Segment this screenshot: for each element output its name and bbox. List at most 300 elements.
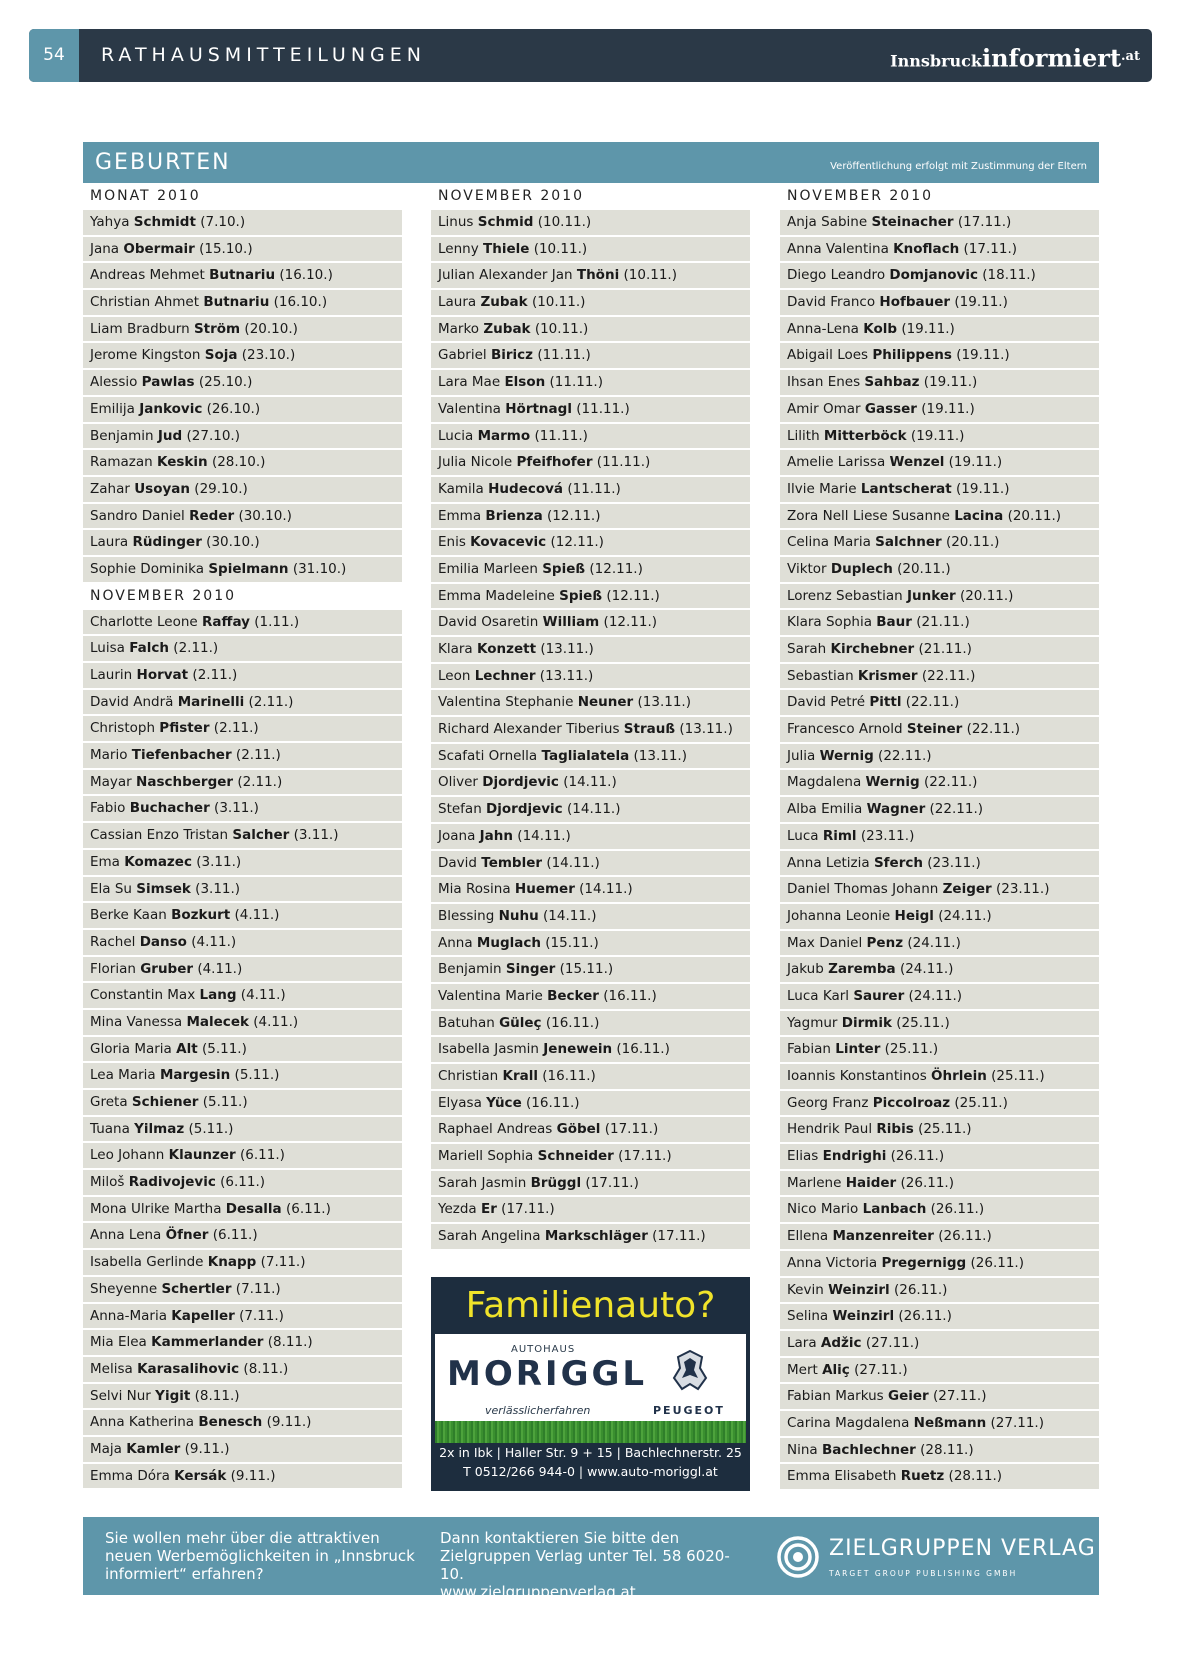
surname: Linter	[835, 1041, 881, 1058]
first-names: Christoph	[90, 720, 155, 737]
birth-entry	[431, 957, 750, 982]
birth-entry	[431, 797, 750, 822]
birth-date: (11.11.)	[534, 427, 588, 444]
surname: Steinacher	[871, 214, 954, 230]
surname: Lacina	[954, 507, 1004, 524]
surname: Yigit	[155, 1387, 191, 1404]
surname: Rüdinger	[132, 534, 202, 551]
first-names: Sarah Jasmin	[438, 1174, 527, 1191]
birth-entry	[83, 1063, 402, 1088]
surname: Öhrlein	[931, 1068, 987, 1084]
birth-date: (21.11.)	[918, 641, 972, 657]
first-names: Yagmur	[787, 1014, 838, 1031]
birth-entry	[780, 1064, 1099, 1089]
surname: Heigl	[894, 907, 934, 924]
birth-date: (11.11.)	[596, 454, 651, 471]
birth-entry	[83, 1143, 402, 1168]
first-names: Johanna Leonie	[787, 907, 891, 924]
birth-date: (16.11.)	[616, 1041, 670, 1058]
surname: Muglach	[476, 934, 541, 951]
surname: Falch	[129, 640, 169, 657]
first-names: Anna Katherina	[90, 1414, 195, 1431]
birth-entry	[431, 1144, 750, 1169]
birth-date: (13.11.)	[633, 747, 687, 764]
surname: Salchner	[875, 534, 942, 551]
surname: Zaremba	[828, 961, 896, 978]
birth-entry	[431, 1064, 750, 1089]
car-dealer-ad[interactable]	[431, 1277, 750, 1491]
birth-date: (19.11.)	[910, 427, 965, 444]
surname: Güleç	[499, 1014, 542, 1031]
first-names: Greta	[90, 1094, 128, 1110]
birth-date: (7.10.)	[200, 214, 246, 230]
birth-entry	[780, 1117, 1099, 1142]
birth-date: (27.11.)	[990, 1414, 1044, 1431]
birth-entry	[431, 1091, 750, 1116]
birth-entry	[431, 477, 750, 502]
birth-entry	[780, 770, 1099, 795]
first-names: Laurin	[90, 667, 133, 683]
birth-date: (10.11.)	[531, 294, 586, 311]
birth-entry	[83, 930, 402, 955]
surname: Lechner	[474, 667, 536, 684]
surname: Karasalihovic	[137, 1360, 240, 1377]
first-names: Mario	[90, 747, 128, 764]
first-names: Joana	[438, 827, 476, 844]
publisher-name: ZIELGRUPPEN VERLAG	[829, 1536, 1096, 1561]
surname: Krall	[502, 1068, 538, 1084]
first-names: Anna-Lena	[787, 320, 859, 337]
first-names: Lucia	[438, 427, 474, 444]
surname: Butnariu	[209, 267, 276, 284]
birth-entry	[780, 263, 1099, 288]
birth-entry	[431, 263, 750, 288]
birth-date: (3.11.)	[214, 800, 259, 817]
birth-entry	[83, 1437, 402, 1462]
first-names: Marko	[438, 320, 480, 337]
peugeot-lion-icon	[668, 1348, 712, 1392]
birth-entry	[780, 1091, 1099, 1116]
first-names: David Osaretin	[438, 614, 539, 631]
surname: Wenzel	[889, 454, 945, 471]
surname: Öfner	[165, 1227, 209, 1244]
birth-list	[83, 210, 402, 582]
birth-entry	[431, 343, 750, 368]
birth-date: (22.11.)	[921, 667, 976, 684]
first-names: Sarah	[787, 641, 827, 657]
birth-date: (5.11.)	[188, 1120, 234, 1137]
first-names: Oliver	[438, 774, 478, 791]
birth-entry	[780, 797, 1099, 822]
surname: Benesch	[198, 1414, 263, 1431]
birth-entry	[431, 637, 750, 662]
first-names: Fabian Markus	[787, 1388, 884, 1405]
first-names: Kevin	[787, 1281, 824, 1298]
surname: Sferch	[873, 854, 923, 871]
birth-list	[780, 210, 1099, 1489]
birth-entry	[780, 424, 1099, 449]
birth-entry	[83, 1197, 402, 1222]
birth-date: (14.11.)	[563, 774, 617, 791]
surname: Knoflach	[893, 240, 960, 257]
surname: Brüggl	[530, 1174, 582, 1191]
birth-date: (20.11.)	[897, 560, 951, 577]
birth-entry	[83, 1037, 402, 1062]
surname: Spieß	[542, 560, 586, 577]
surname: Adžic	[820, 1334, 862, 1351]
birth-entry	[780, 851, 1099, 876]
birth-date: (8.11.)	[243, 1360, 289, 1377]
birth-date: (6.11.)	[240, 1147, 285, 1164]
birth-date: (29.10.)	[194, 480, 248, 497]
birth-entry	[431, 984, 750, 1009]
birth-date: (14.11.)	[567, 801, 621, 818]
surname: Malecek	[186, 1013, 249, 1030]
first-names: Lenny	[438, 240, 479, 257]
birth-date: (30.10.)	[238, 507, 292, 524]
birth-date: (26.11.)	[893, 1281, 948, 1298]
surname: Neßmann	[913, 1414, 987, 1431]
birth-date: (13.11.)	[679, 721, 733, 738]
birth-entry	[431, 610, 750, 635]
first-names: Jerome Kingston	[90, 347, 201, 364]
birth-entry	[780, 370, 1099, 395]
birth-date: (22.11.)	[923, 774, 978, 791]
birth-entry	[431, 1197, 750, 1222]
birth-date: (16.11.)	[542, 1068, 596, 1084]
surname: Danso	[139, 933, 187, 950]
birth-entry	[431, 1117, 750, 1142]
first-names: Emma Elisabeth	[787, 1468, 897, 1485]
birth-date: (20.10.)	[244, 320, 298, 337]
birth-entry	[780, 1171, 1099, 1196]
birth-date: (22.11.)	[966, 721, 1021, 738]
birth-entry	[780, 530, 1099, 555]
first-names: Francesco Arnold	[787, 721, 903, 738]
first-names: Leon	[438, 667, 471, 684]
birth-entry	[431, 504, 750, 529]
birth-entry	[780, 290, 1099, 315]
promo-contact	[440, 1529, 740, 1601]
birth-date: (19.11.)	[954, 294, 1008, 311]
birth-entry	[83, 1250, 402, 1275]
birth-date: (26.11.)	[970, 1254, 1024, 1271]
birth-entry	[83, 823, 402, 848]
birth-date: (6.11.)	[285, 1200, 331, 1217]
promo-website-link[interactable]: www.zielgruppenverlag.at	[440, 1583, 636, 1601]
first-names: Ela Su	[90, 880, 132, 897]
birth-date: (5.11.)	[202, 1094, 248, 1110]
first-names: Blessing	[438, 907, 495, 924]
birth-entry	[780, 237, 1099, 262]
birth-entry	[83, 983, 402, 1008]
first-names: Sarah Angelina	[438, 1228, 541, 1245]
surname: Pregernigg	[881, 1254, 967, 1271]
first-names: Yahya	[90, 214, 130, 230]
surname: Zubak	[483, 320, 531, 337]
birth-date: (16.11.)	[603, 987, 657, 1004]
birth-date: (27.11.)	[932, 1388, 987, 1405]
birth-entry	[83, 210, 402, 235]
birth-entry	[431, 744, 750, 769]
birth-date: (16.11.)	[526, 1094, 580, 1111]
first-names: Constantin Max	[90, 987, 196, 1004]
first-names: Klara Sophia	[787, 614, 872, 631]
first-names: Luisa	[90, 640, 125, 657]
birth-date: (11.11.)	[567, 480, 621, 497]
first-names: Anna	[438, 934, 473, 951]
first-names: Lilith	[787, 427, 820, 444]
first-names: Jana	[90, 240, 120, 257]
surname: Mitterböck	[823, 427, 907, 444]
birth-entry	[83, 1223, 402, 1248]
surname: Nuhu	[498, 907, 539, 924]
first-names: Celina Maria	[787, 534, 871, 551]
surname: Ribis	[876, 1121, 914, 1138]
birth-date: (1.11.)	[254, 613, 300, 630]
first-names: Benjamin	[438, 961, 502, 978]
birth-entry	[780, 504, 1099, 529]
first-names: Mina Vanessa	[90, 1013, 183, 1030]
first-names: Emilija	[90, 400, 135, 417]
birth-date: (4.11.)	[240, 987, 286, 1004]
birth-date: (18.11.)	[982, 267, 1036, 284]
first-names: Amir Omar	[787, 400, 861, 417]
birth-entry	[780, 984, 1099, 1009]
birth-date: (2.11.)	[235, 747, 281, 764]
birth-entry	[431, 237, 750, 262]
birth-date: (24.11.)	[908, 987, 963, 1004]
births-column-1	[83, 184, 402, 1490]
birth-date: (23.11.)	[860, 827, 915, 844]
ad-grass-strip	[435, 1421, 746, 1443]
first-names: Alessio	[90, 374, 138, 391]
first-names: Berke Kaan	[90, 907, 167, 924]
first-names: Anna Valentina	[787, 240, 889, 257]
birth-entry	[83, 663, 402, 688]
birth-date: (25.11.)	[918, 1121, 972, 1138]
birth-date: (2.11.)	[248, 693, 294, 710]
birth-entry	[431, 1224, 750, 1249]
birth-entry	[431, 770, 750, 795]
first-names: Lorenz Sebastian	[787, 587, 903, 604]
birth-list	[431, 210, 750, 1249]
surname: Bachlechner	[821, 1441, 916, 1458]
surname: Strauß	[623, 721, 676, 738]
first-names: Ramazan	[90, 454, 153, 471]
birth-date: (25.11.)	[991, 1068, 1045, 1084]
birth-date: (17.11.)	[618, 1148, 672, 1165]
first-names: Julian Alexander Jan	[438, 267, 573, 284]
birth-entry	[83, 1304, 402, 1329]
first-names: Leo Johann	[90, 1147, 165, 1164]
surname: Keskin	[157, 454, 208, 471]
surname: Pfeifhofer	[516, 454, 593, 471]
surname: Endrighi	[822, 1148, 887, 1165]
month-heading: NOVEMBER 2010	[438, 188, 585, 204]
first-names: Emma	[438, 507, 482, 524]
birth-entry	[83, 796, 402, 821]
birth-entry	[431, 717, 750, 742]
birth-entry	[83, 397, 402, 422]
surname: Weinzirl	[832, 1308, 895, 1325]
birth-date: (16.11.)	[545, 1014, 600, 1031]
birth-entry	[83, 636, 402, 661]
first-names: Hendrik Paul	[787, 1121, 873, 1138]
surname: Becker	[547, 987, 599, 1004]
surname: Aliç	[822, 1361, 850, 1378]
surname: Marmo	[477, 427, 531, 444]
first-names: Linus	[438, 214, 474, 230]
birth-date: (6.11.)	[220, 1174, 266, 1191]
first-names: Alba Emilia	[787, 801, 863, 818]
surname: Hofbauer	[879, 294, 951, 311]
first-names: Gabriel	[438, 347, 487, 364]
birth-entry	[83, 424, 402, 449]
first-names: Nina	[787, 1441, 818, 1458]
birth-entry	[83, 1277, 402, 1302]
birth-date: (25.11.)	[884, 1041, 939, 1058]
month-heading: NOVEMBER 2010	[90, 587, 237, 604]
first-names: Cassian Enzo Tristan	[90, 827, 229, 844]
birth-date: (15.11.)	[559, 961, 614, 978]
birth-date: (30.10.)	[206, 534, 260, 551]
birth-date: (14.11.)	[543, 907, 597, 924]
surname: Geier	[888, 1388, 929, 1405]
birth-entry	[83, 690, 402, 715]
birth-entry	[83, 1410, 402, 1435]
masthead-title: informiert	[981, 43, 1122, 73]
birth-date: (12.11.)	[550, 534, 604, 551]
surname: Kolb	[863, 320, 898, 337]
ad-address: 2x in Ibk | Haller Str. 9 + 15 | Bachlechnerstr. 25	[439, 1445, 742, 1460]
surname: Krismer	[857, 667, 918, 684]
birth-entry	[83, 1117, 402, 1142]
surname: Pfister	[159, 720, 210, 737]
birth-date: (27.10.)	[186, 427, 240, 444]
birth-date: (4.11.)	[253, 1013, 299, 1030]
birth-entry	[431, 584, 750, 609]
birth-date: (22.11.)	[878, 747, 932, 764]
first-names: Amelie Larissa	[787, 454, 886, 471]
surname: Jud	[157, 427, 183, 444]
first-names: Stefan	[438, 801, 482, 818]
birth-date: (27.11.)	[865, 1334, 920, 1351]
birth-date: (15.11.)	[545, 934, 599, 951]
first-names: Anna-Maria	[90, 1307, 167, 1324]
surname: Ström	[193, 320, 241, 337]
surname: Wagner	[866, 801, 926, 818]
surname: Zeiger	[942, 881, 992, 898]
birth-entry	[83, 716, 402, 741]
birth-date: (25.11.)	[896, 1014, 950, 1031]
birth-entry	[431, 664, 750, 689]
surname: Kamler	[126, 1440, 181, 1457]
surname: Reder	[189, 507, 235, 524]
surname: Salcher	[232, 827, 290, 844]
birth-entry	[780, 1037, 1099, 1062]
first-names: Ihsan Enes	[787, 374, 861, 391]
birth-entry	[83, 263, 402, 288]
first-names: Valentina Marie	[438, 987, 543, 1004]
birth-entry	[431, 877, 750, 902]
surname: Lang	[199, 987, 237, 1004]
first-names: Luca	[787, 827, 819, 844]
birth-entry	[83, 877, 402, 902]
birth-date: (17.11.)	[604, 1121, 659, 1138]
birth-date: (15.10.)	[199, 240, 253, 257]
birth-date: (16.10.)	[279, 267, 333, 284]
birth-date: (26.11.)	[898, 1308, 952, 1325]
surname: Sahbaz	[864, 374, 920, 391]
first-names: Enis	[438, 534, 466, 551]
birth-entry	[83, 1464, 402, 1489]
birth-date: (20.11.)	[959, 587, 1014, 604]
birth-entry	[780, 824, 1099, 849]
surname: Domjanovic	[889, 267, 978, 284]
birth-date: (3.11.)	[195, 880, 241, 897]
first-names: Fabian	[787, 1041, 831, 1058]
birth-date: (3.11.)	[196, 853, 242, 870]
birth-date: (2.11.)	[173, 640, 219, 657]
first-names: Marlene	[787, 1174, 842, 1191]
birth-date: (31.10.)	[292, 560, 347, 577]
first-names: Benjamin	[90, 427, 154, 444]
first-names: Lea Maria	[90, 1067, 156, 1084]
first-names: David	[438, 854, 477, 871]
surname: Neuner	[577, 694, 634, 711]
birth-date: (7.11.)	[239, 1307, 284, 1324]
births-header	[83, 142, 1099, 183]
surname: Margesin	[159, 1067, 231, 1084]
birth-date: (9.11.)	[184, 1440, 230, 1457]
surname: Baur	[876, 614, 912, 631]
birth-entry	[780, 1304, 1099, 1329]
birth-entry	[780, 557, 1099, 582]
birth-entry	[431, 1171, 750, 1196]
first-names: Viktor	[787, 560, 827, 577]
birth-entry	[780, 1144, 1099, 1169]
birth-entry	[83, 1010, 402, 1035]
first-names: Valentina	[438, 400, 501, 417]
surname: Jenewein	[543, 1041, 613, 1058]
surname: Alt	[176, 1040, 198, 1057]
first-names: Diego Leandro	[787, 267, 886, 284]
first-names: Anna Victoria	[787, 1254, 878, 1271]
surname: Huemer	[514, 881, 575, 898]
surname: Spieß	[559, 587, 603, 604]
birth-entry	[83, 610, 402, 635]
birth-entry	[780, 1438, 1099, 1463]
surname: Gruber	[140, 960, 194, 977]
first-names: Selina	[787, 1308, 829, 1325]
birth-list	[83, 610, 402, 1489]
surname: Dirmik	[841, 1014, 892, 1031]
birth-date: (11.11.)	[576, 400, 630, 417]
ad-brand: MORIGGL	[447, 1354, 648, 1394]
surname: Riml	[822, 827, 857, 844]
birth-entry	[780, 343, 1099, 368]
first-names: Emilia Marleen	[438, 560, 538, 577]
birth-entry	[431, 904, 750, 929]
birth-entry	[83, 1170, 402, 1195]
birth-entry	[780, 1411, 1099, 1436]
surname: Djordjevic	[482, 774, 559, 791]
first-names: Mert	[787, 1361, 818, 1378]
first-names: Rachel	[90, 933, 136, 950]
first-names: Florian	[90, 960, 136, 977]
birth-entry	[83, 557, 402, 582]
